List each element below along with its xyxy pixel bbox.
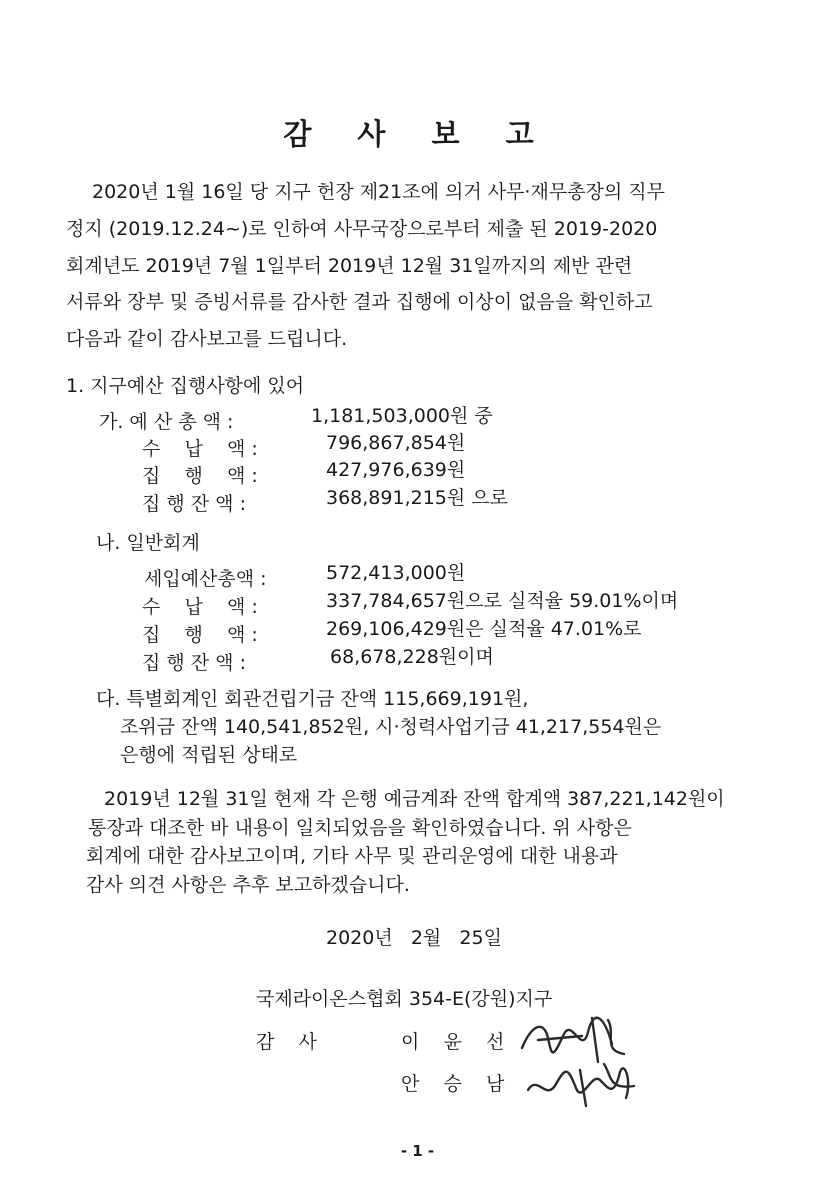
- da-line-1: 다. 특별회계인 회관건립기금 잔액 115,669,191원,: [96, 688, 529, 710]
- na-label-balance: 집 행 잔 액 :: [142, 652, 246, 674]
- closing-line-1: 2019년 12월 31일 현재 각 은행 예금계좌 잔액 합계액 387,221,142원이: [104, 788, 725, 810]
- auditor-name-1: 이 윤 선: [401, 1031, 505, 1053]
- organization-name: 국제라이온스협회 354-E(강원)지구: [256, 988, 553, 1010]
- intro-line-2: 정지 (2019.12.24~)로 인하여 사무국장으로부터 제출 된 2019-2020: [66, 218, 658, 240]
- na-value-balance: 68,678,228원이며: [330, 646, 494, 668]
- ga-label-received: 수 납 액 :: [142, 438, 258, 460]
- da-line-2: 조위금 잔액 140,541,852원, 시·청력사업기금 41,217,554원은: [120, 716, 662, 738]
- closing-line-3: 회계에 대한 감사보고이며, 기타 사무 및 관리운영에 대한 내용과: [86, 845, 618, 867]
- ga-label-balance: 집 행 잔 액 :: [142, 493, 246, 515]
- closing-line-4: 감사 의견 사항은 추후 보고하겠습니다.: [86, 874, 410, 896]
- signature-2-icon: [520, 1050, 640, 1112]
- ga-label-total: 가. 예 산 총 액 :: [99, 411, 234, 433]
- na-value-executed: 269,106,429원은 실적율 47.01%로: [326, 618, 642, 640]
- closing-line-2: 통장과 대조한 바 내용이 일치되었음을 확인하였습니다. 위 사항은: [88, 817, 632, 839]
- na-value-budget: 572,413,000원: [326, 562, 466, 584]
- intro-line-3: 회계년도 2019년 7월 1일부터 2019년 12월 31일까지의 제반 관련: [66, 255, 633, 277]
- ga-label-executed: 집 행 액 :: [142, 465, 258, 487]
- report-date: 2020년 2월 25일: [326, 927, 502, 949]
- da-line-3: 은행에 적립된 상태로: [120, 744, 298, 766]
- intro-line-4: 서류와 장부 및 증빙서류를 감사한 결과 집행에 이상이 없음을 확인하고: [66, 291, 653, 313]
- page-title: 감 사 보 고: [283, 117, 552, 151]
- ga-value-balance: 368,891,215원 으로: [326, 487, 508, 509]
- auditor-name-2: 안 승 남: [401, 1073, 505, 1095]
- na-label-executed: 집 행 액 :: [142, 624, 258, 646]
- na-value-received: 337,784,657원으로 실적율 59.01%이며: [326, 590, 679, 612]
- na-heading: 나. 일반회계: [96, 532, 200, 554]
- ga-value-received: 796,867,854원: [326, 432, 466, 454]
- ga-value-executed: 427,976,639원: [326, 459, 466, 481]
- ga-value-total: 1,181,503,000원 중: [311, 405, 493, 427]
- intro-line-5: 다음과 같이 감사보고를 드립니다.: [66, 328, 348, 350]
- page-number: - 1 -: [400, 1142, 435, 1160]
- intro-line-1: 2020년 1월 16일 당 지구 헌장 제21조에 의거 사무·재무총장의 직무: [92, 181, 665, 203]
- auditor-label: 감 사: [256, 1031, 317, 1053]
- section1-heading: 1. 지구예산 집행사항에 있어: [66, 375, 305, 397]
- na-label-budget: 세입예산총액 :: [144, 568, 267, 590]
- na-label-received: 수 납 액 :: [142, 596, 258, 618]
